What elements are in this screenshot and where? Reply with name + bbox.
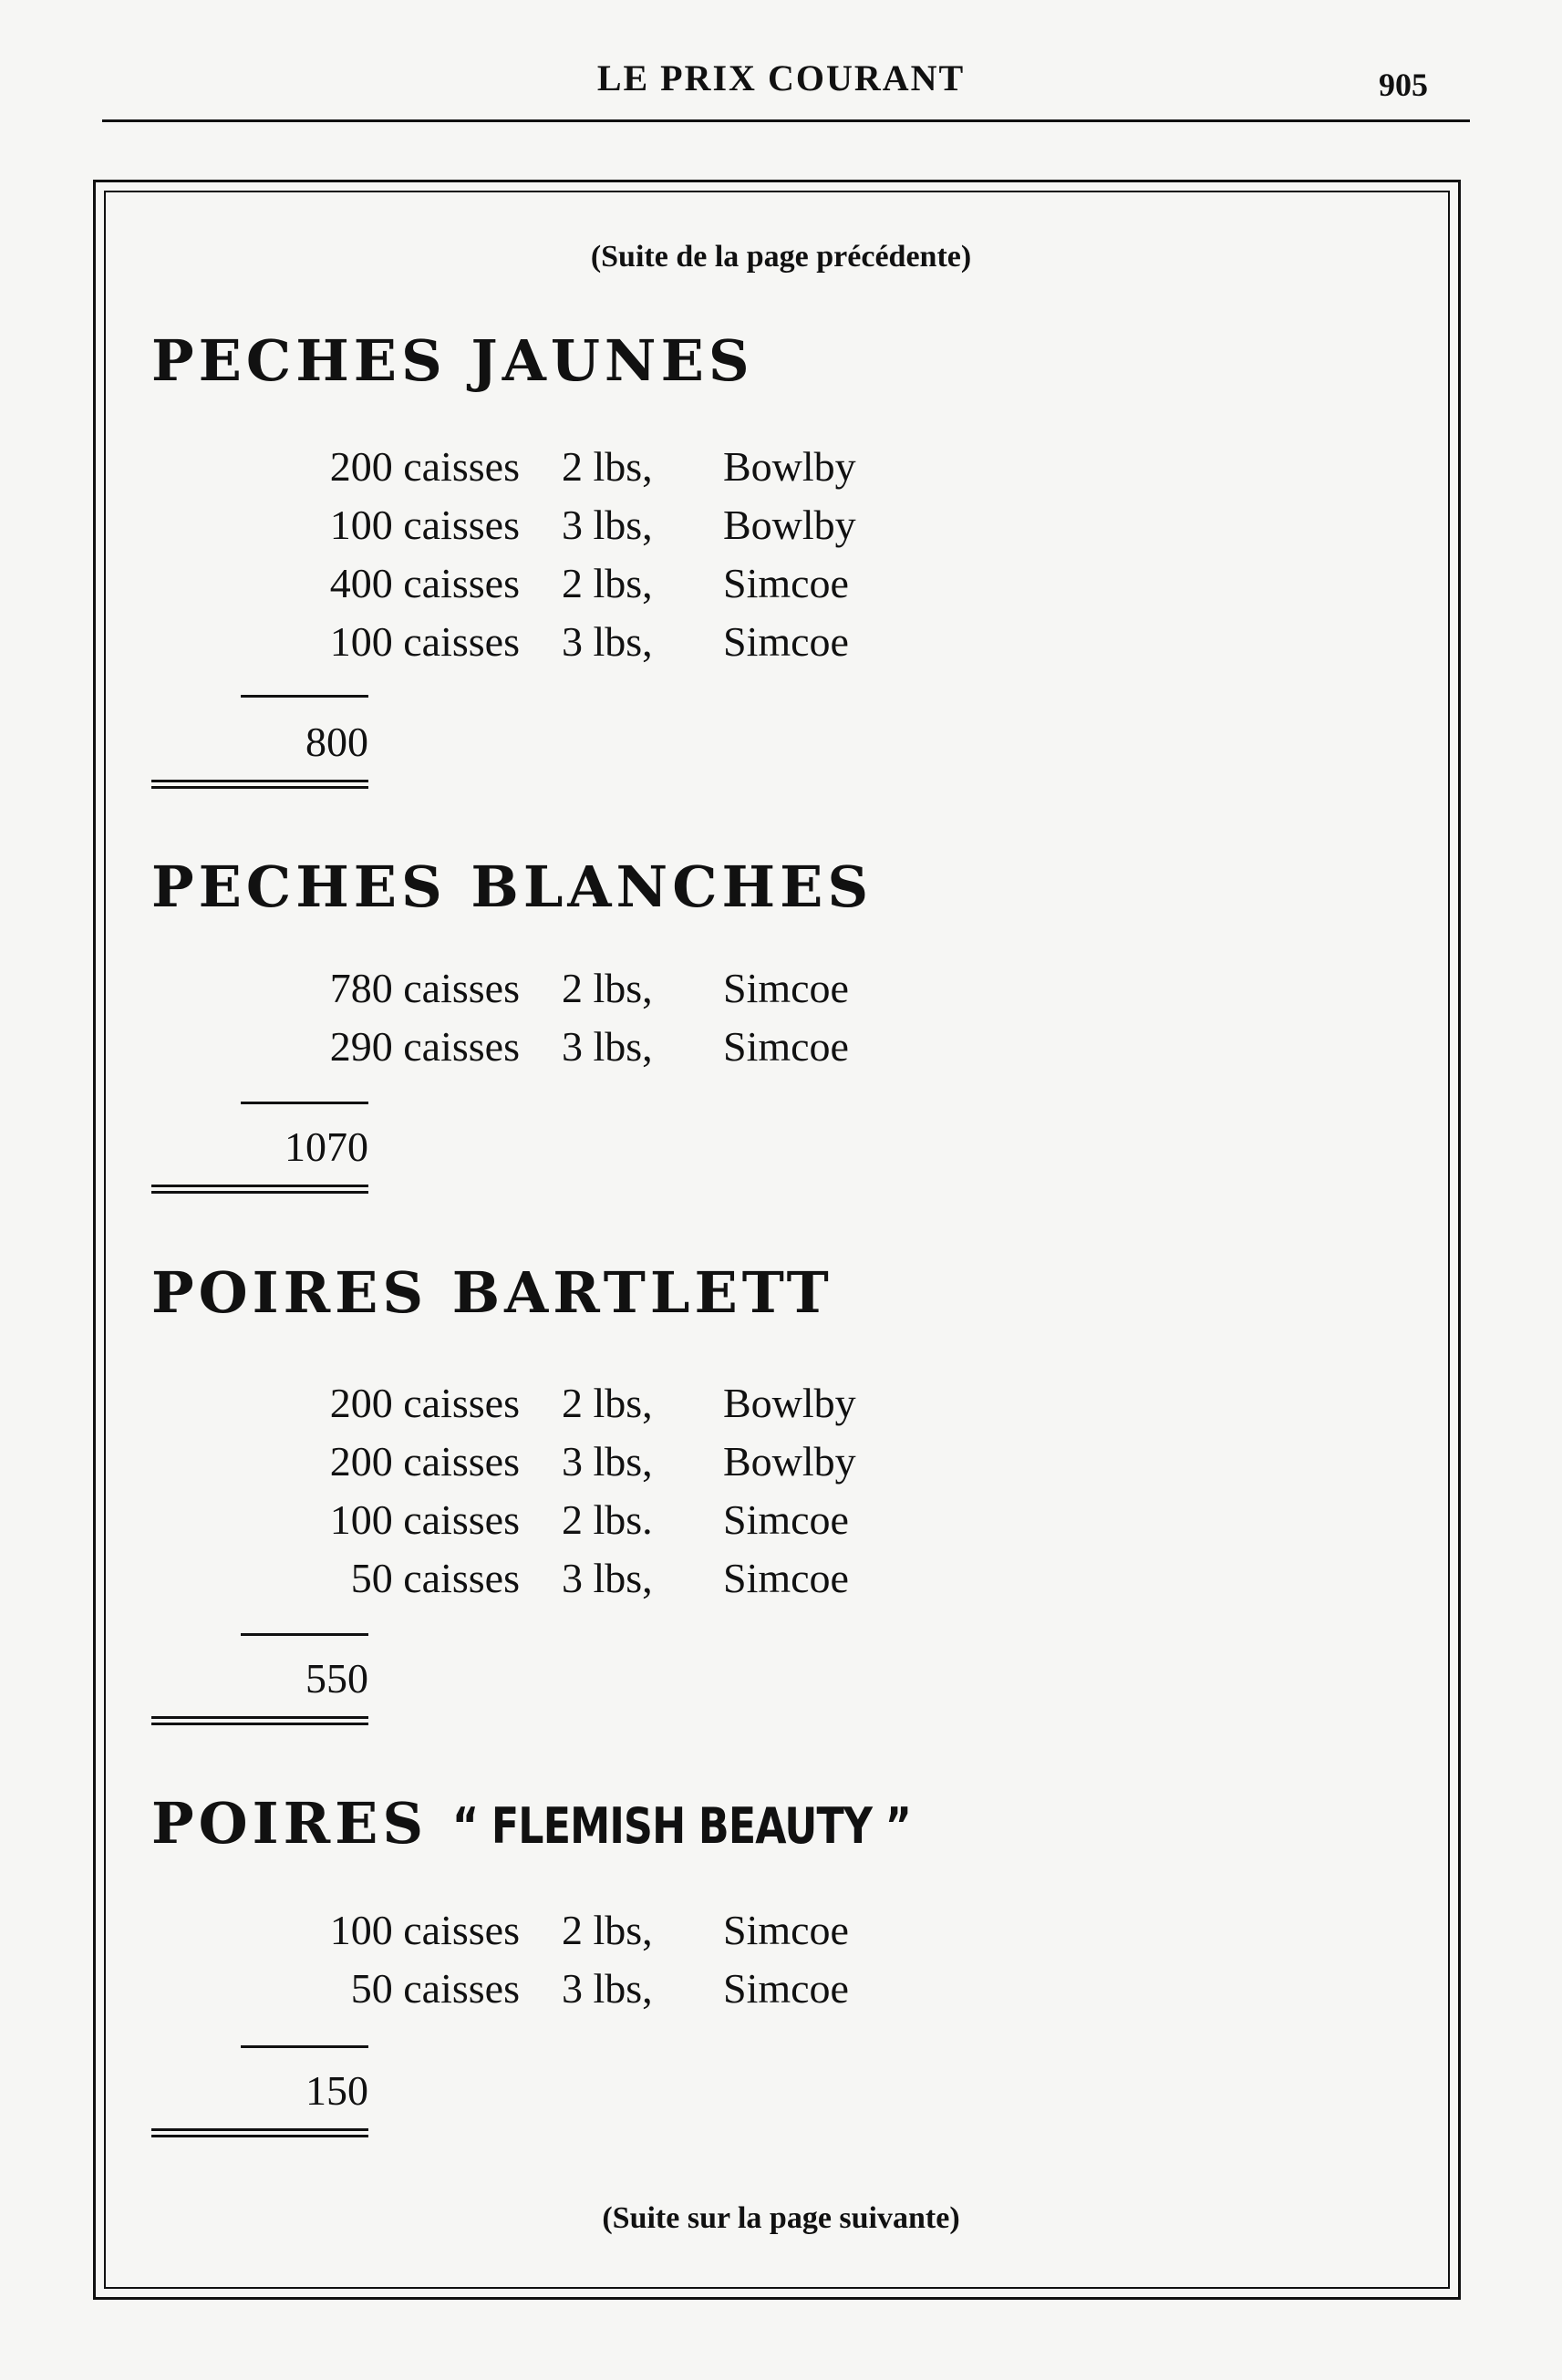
brand: Bowlby (723, 502, 856, 548)
weight: 3 lbs, (562, 1555, 653, 1601)
quantity: 400 caisses (329, 560, 520, 606)
section-peches-jaunes (151, 326, 1337, 765)
section-total: 150 (305, 2067, 368, 2114)
section-title: POIRES “ FLEMISH BEAUTY ” (151, 1790, 911, 1857)
page-number: 905 (1379, 67, 1428, 103)
weight: 3 lbs, (562, 1438, 653, 1485)
section-total: 800 (305, 719, 368, 765)
page-header-title: LE PRIX COURANT (596, 57, 966, 98)
weight: 2 lbs, (562, 1907, 653, 1953)
quantity: 50 caisses (350, 1965, 520, 2012)
continuation-top: (Suite de la page précédente) (590, 240, 972, 274)
brand: Simcoe (723, 1023, 849, 1070)
section-poires-bartlett (151, 1258, 1337, 1702)
brand: Simcoe (723, 1496, 849, 1543)
section-total: 550 (305, 1655, 368, 1702)
quantity: 290 caisses (329, 1023, 520, 1070)
section-title: POIRES BARTLETT (151, 1259, 833, 1326)
subtotal-rule (241, 695, 368, 698)
section-title: PECHES JAUNES (151, 327, 754, 394)
subtotal-rule (241, 1633, 368, 1636)
brand: Simcoe (723, 1555, 849, 1601)
section-peches-blanches (151, 853, 1337, 1170)
total-double-rule (151, 1185, 368, 1194)
weight: 2 lbs. (562, 1496, 653, 1543)
weight: 2 lbs, (562, 443, 653, 490)
quantity: 100 caisses (329, 1496, 520, 1543)
weight: 3 lbs, (562, 1023, 653, 1070)
total-double-rule (151, 2128, 368, 2137)
subtotal-rule (241, 1102, 368, 1104)
quantity: 100 caisses (329, 618, 520, 665)
header-rule (102, 119, 1470, 122)
brand: Bowlby (723, 1438, 856, 1485)
quantity: 100 caisses (329, 502, 520, 548)
section-poires-flemish-beauty (151, 1789, 1337, 2114)
weight: 3 lbs, (562, 502, 653, 548)
brand: Simcoe (723, 1965, 849, 2012)
weight: 3 lbs, (562, 1965, 653, 2012)
quantity: 100 caisses (329, 1907, 520, 1953)
brand: Bowlby (723, 1380, 856, 1426)
quantity: 50 caisses (350, 1555, 520, 1601)
total-double-rule (151, 780, 368, 789)
brand: Simcoe (723, 560, 849, 606)
weight: 2 lbs, (562, 965, 653, 1011)
section-title: PECHES BLANCHES (151, 854, 874, 920)
weight: 2 lbs, (562, 560, 653, 606)
quantity: 780 caisses (329, 965, 520, 1011)
brand: Simcoe (723, 1907, 849, 1953)
quantity: 200 caisses (329, 1380, 520, 1426)
total-double-rule (151, 1716, 368, 1725)
brand: Simcoe (723, 618, 849, 665)
quantity: 200 caisses (329, 1438, 520, 1485)
weight: 3 lbs, (562, 618, 653, 665)
brand: Simcoe (723, 965, 849, 1011)
subtotal-rule (241, 2045, 368, 2048)
continuation-bottom: (Suite sur la page suivante) (602, 2201, 960, 2235)
weight: 2 lbs, (562, 1380, 653, 1426)
brand: Bowlby (723, 443, 856, 490)
quantity: 200 caisses (329, 443, 520, 490)
section-total: 1070 (284, 1123, 368, 1170)
